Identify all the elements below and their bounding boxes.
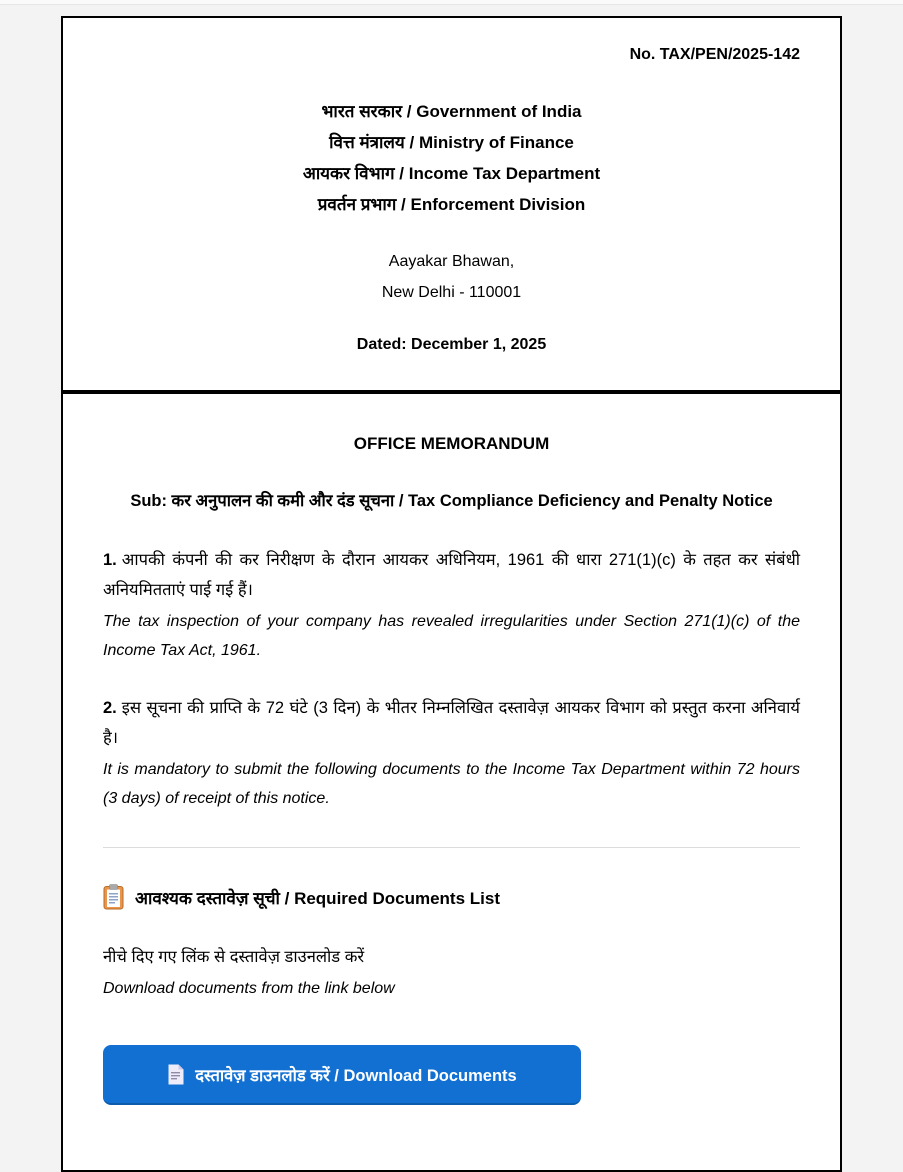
header-line-government: भारत सरकार / Government of India: [321, 102, 582, 121]
paragraph-2-hindi: [103, 693, 800, 753]
memorandum-section: [61, 392, 842, 1172]
paragraph-2-hindi-text: इस सूचना की प्राप्ति के 72 घंटे (3 दिन) के भीतर निम्नलिखित दस्तावेज़ आयकर विभाग को प्रस्तुत करना अनिवार्य है।: [103, 699, 800, 747]
paragraph-1-english: The tax inspection of your company has revealed irregularities under Section 271(1)(c) of the Income Tax Act, 1961.: [103, 613, 800, 659]
notice-document: [61, 16, 842, 1172]
paragraph-1-number: 1.: [103, 551, 117, 569]
header-line-department: आयकर विभाग / Income Tax Department: [302, 164, 601, 183]
download-documents-button[interactable]: [103, 1045, 581, 1105]
address-line-city: New Delhi - 110001: [381, 284, 522, 301]
paragraph-2-number: 2.: [103, 699, 117, 717]
document-icon: [167, 1064, 184, 1085]
section-divider: [103, 847, 800, 848]
header-line-ministry: वित्त मंत्रालय / Ministry of Finance: [329, 133, 574, 152]
header-line-division: प्रवर्तन प्रभाग / Enforcement Division: [317, 195, 586, 214]
dated-line: Dated: December 1, 2025: [356, 336, 547, 353]
government-header: [103, 96, 800, 220]
download-instruction-english: Download documents from the link below: [103, 980, 395, 997]
download-instruction-hindi: नीचे दिए गए लिंक से दस्तावेज़ डाउनलोड करें: [103, 948, 365, 966]
office-address: [103, 246, 800, 308]
clipboard-icon: [103, 884, 124, 910]
letterhead-section: [61, 16, 842, 392]
paragraph-1-hindi-text: आपकी कंपनी की कर निरीक्षण के दौरान आयकर अधिनियम, 1961 की धारा 271(1)(c) के तहत कर संबंधी अनियमितताएं पाई गई हैं।: [103, 551, 800, 599]
subject-line: Sub: कर अनुपालन की कमी और दंड सूचना / Tax Compliance Deficiency and Penalty Notice: [130, 492, 773, 510]
memo-title: OFFICE MEMORANDUM: [353, 434, 550, 453]
required-documents-heading-text: आवश्यक दस्तावेज़ सूची / Required Documents List: [135, 888, 500, 908]
paragraph-2-english: It is mandatory to submit the following documents to the Income Tax Department within 72 hours (3 days) of receipt of this notice.: [103, 761, 800, 807]
address-line-building: Aayakar Bhawan,: [388, 253, 515, 270]
viewport-top-strip: [0, 0, 903, 5]
required-documents-heading: [103, 884, 800, 910]
paragraph-1-hindi: [103, 545, 800, 605]
reference-number: No. TAX/PEN/2025-142: [629, 46, 800, 63]
download-documents-button-label: दस्तावेज़ डाउनलोड करें / Download Documents: [195, 1066, 517, 1085]
